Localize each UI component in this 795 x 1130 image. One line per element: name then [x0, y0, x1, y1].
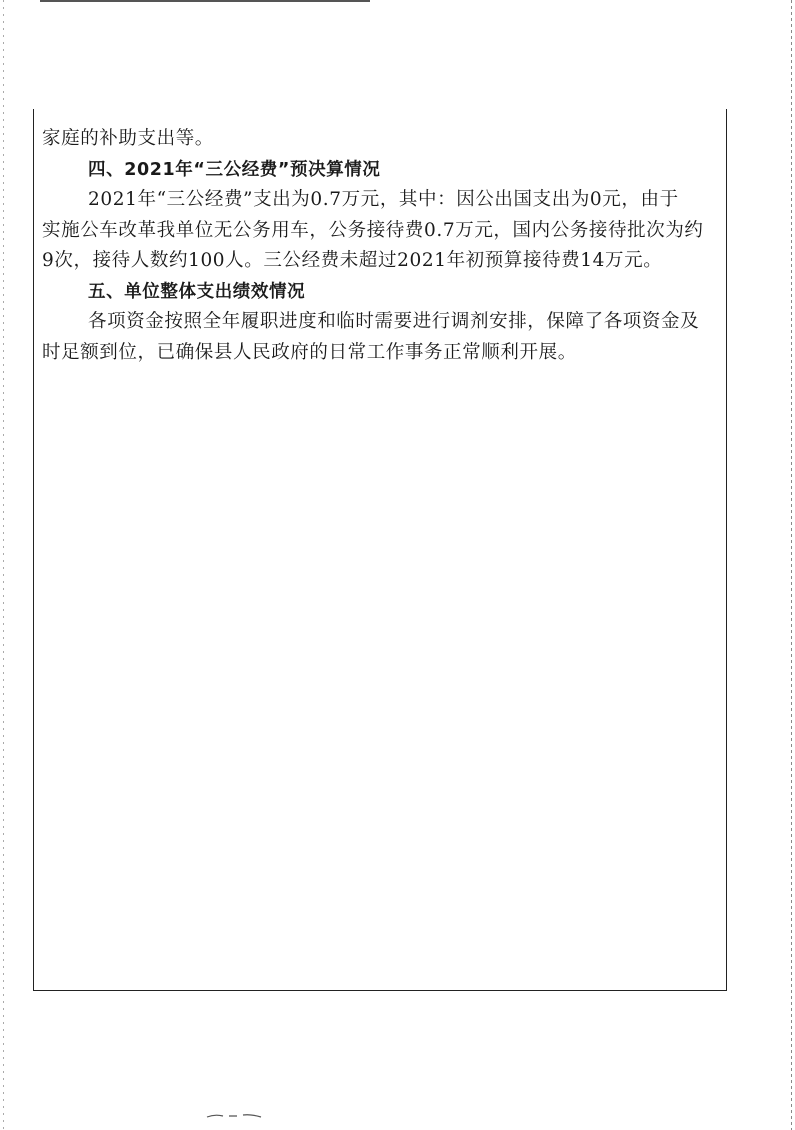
- paragraph-line: 实施公车改革我单位无公务用车，公务接待费0.7万元，国内公务接待批次为约: [42, 219, 704, 241]
- paragraph-line: 各项资金按照全年履职进度和临时需要进行调剂安排，保障了各项资金及: [88, 311, 700, 332]
- paragraph-line: 2021年“三公经费”支出为0.7万元，其中：因公出国支出为0元，由于: [88, 189, 679, 210]
- scan-artifact-footer-mark: [205, 1112, 265, 1120]
- scan-artifact-top-line: [40, 0, 370, 2]
- paragraph-line: 家庭的补助支出等。: [42, 128, 214, 149]
- section-heading-performance: 五、单位整体支出绩效情况: [88, 281, 306, 302]
- scan-artifact-left-edge: [3, 0, 4, 1130]
- document-body: [42, 124, 722, 368]
- scan-artifact-right-edge: [791, 0, 792, 1130]
- paragraph-line: 9次，接待人数约100人。三公经费未超过2021年初预算接待费14万元。: [42, 250, 663, 271]
- paragraph-line: 时足额到位，已确保县人民政府的日常工作事务正常顺利开展。: [42, 341, 577, 363]
- section-heading-three-public-expenses: 四、2021年“三公经费”预决算情况: [88, 159, 381, 180]
